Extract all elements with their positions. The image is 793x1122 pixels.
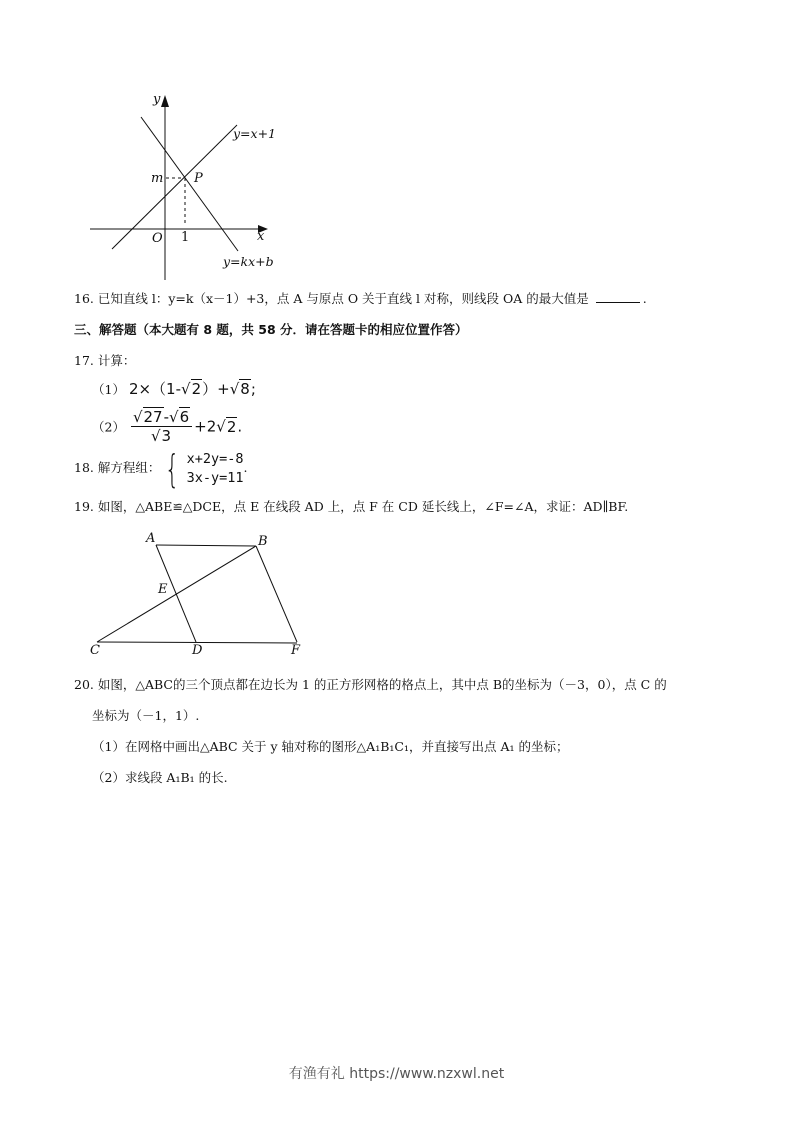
footer-watermark: 有渔有礼 https://www.nzxwl.net: [288, 1066, 505, 1082]
q16-number: 16.: [74, 291, 94, 306]
q20-part-1: （1）在网格中画出△ABC 关于 y 轴对称的图形△A₁B₁C₁，并直接写出点 A₁ 的坐标；: [92, 739, 569, 754]
q20-text-line1: 如图，△ABC的三个顶点都在边长为 1 的正方形网格的格点上，其中点 B的坐标为（－3，0），点 C 的: [97, 677, 667, 692]
q18-eq1: x+2y=-8: [186, 450, 244, 467]
q20-part-2: （2）求线段 A₁B₁ 的长.: [92, 770, 228, 785]
q18-number: 18.: [74, 460, 94, 475]
line2-label: y=kx+b: [223, 254, 274, 269]
question-17: [74, 352, 135, 370]
q16-text: 已知直线 l：y=k（x－1）+3，点 A 与原点 O 关于直线 l 对称，则线段 OA 的最大值是: [97, 291, 589, 306]
label-a: A: [146, 531, 156, 546]
tick-x-label: 1: [181, 230, 190, 245]
line1-label: y=x+1: [233, 126, 277, 141]
label-d: D: [192, 643, 203, 658]
origin-label: O: [152, 231, 163, 246]
q17-part1-label: （1）: [92, 382, 125, 397]
x-axis-label: x: [257, 229, 265, 244]
q18-end: .: [243, 460, 248, 475]
y-axis-label: y: [153, 92, 161, 107]
q17-title: 计算：: [97, 353, 136, 368]
q20-number: 20.: [74, 677, 94, 692]
q16-end: .: [642, 291, 647, 306]
q20-text-line2: 坐标为（－1，1）.: [92, 708, 200, 723]
point-p-label: P: [194, 171, 203, 186]
q18-equation-system: [160, 446, 244, 491]
label-e: E: [158, 582, 168, 597]
label-b: B: [258, 534, 268, 549]
q18-eq2: 3x-y=11: [186, 469, 244, 486]
label-c: C: [90, 643, 100, 658]
q19-text: 如图，△ABE≌△DCE，点 E 在线段 AD 上，点 F 在 CD 延长线上，∠F=∠A，求证：AD∥BF.: [97, 499, 629, 514]
q19-number: 19.: [74, 499, 94, 514]
question-19: [74, 498, 628, 516]
q16-answer-blank[interactable]: [596, 290, 640, 303]
q17-part2-label: （2）: [92, 419, 125, 435]
tick-y-label: m: [151, 171, 164, 186]
question-18: [74, 446, 248, 491]
question-16: [74, 290, 647, 308]
q17-number: 17.: [74, 353, 94, 368]
q17-part-2: [92, 408, 242, 445]
q18-title: 解方程组：: [97, 460, 161, 475]
label-f: F: [291, 643, 301, 658]
q17-fraction: $\frac{√27-√6}{√3}$: [131, 408, 192, 445]
section-3-title: 三、解答题（本大题有 8 题，共 58 分．请在答题卡的相应位置作答）: [74, 322, 468, 337]
q17-part1-expression: 2×（1-√2）+√8;: [128, 380, 256, 398]
q17-part2-expression: $\frac{√27-√6}{√3}$ +2√2.: [132, 408, 243, 445]
question-20: [74, 676, 667, 694]
brace-icon: {: [165, 446, 180, 491]
q17-part-1: [92, 380, 256, 399]
